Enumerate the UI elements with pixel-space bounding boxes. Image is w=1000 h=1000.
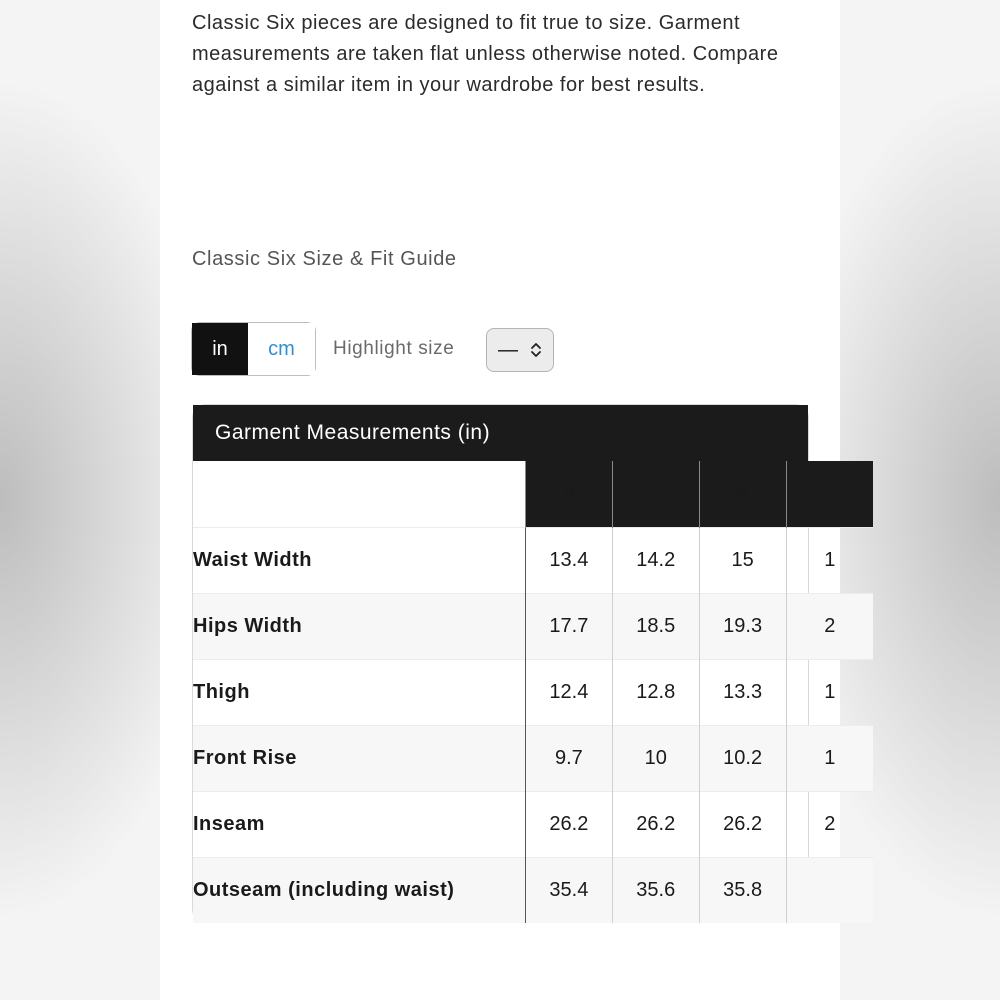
highlight-size-label: Highlight size bbox=[333, 338, 455, 359]
table-cell: 26.2 bbox=[525, 791, 612, 857]
size-guide-panel bbox=[160, 0, 840, 1000]
table-cell: 13.3 bbox=[699, 659, 786, 725]
size-header-2: 2 bbox=[612, 461, 699, 527]
table-cell: 18.5 bbox=[612, 593, 699, 659]
chevron-up-down-icon bbox=[530, 341, 542, 359]
table-row bbox=[193, 659, 873, 725]
size-header-row bbox=[193, 461, 873, 527]
table-cell: 35.6 bbox=[612, 857, 699, 923]
measurements-table-card bbox=[192, 404, 836, 923]
table-cell: 12.8 bbox=[612, 659, 699, 725]
table-row bbox=[193, 593, 873, 659]
table-cell: 26.2 bbox=[699, 791, 786, 857]
table-row bbox=[193, 791, 873, 857]
row-label: Outseam (including waist) bbox=[193, 857, 525, 923]
unit-option-cm[interactable]: cm bbox=[248, 323, 315, 375]
table-cell: 35.4 bbox=[525, 857, 612, 923]
highlight-size-select[interactable] bbox=[486, 328, 554, 372]
table-cell bbox=[786, 857, 873, 923]
table-cell: 19.3 bbox=[699, 593, 786, 659]
table-cell: 1 bbox=[786, 527, 873, 593]
row-label: Inseam bbox=[193, 791, 525, 857]
table-cell: 17.7 bbox=[525, 593, 612, 659]
table-cell: 10 bbox=[612, 725, 699, 791]
table-corner-cell bbox=[193, 461, 525, 527]
table-cell: 1 bbox=[786, 725, 873, 791]
row-label: Front Rise bbox=[193, 725, 525, 791]
table-cell: 35.8 bbox=[699, 857, 786, 923]
table-cell: 9.7 bbox=[525, 725, 612, 791]
table-caption: Garment Measurements (in) bbox=[193, 405, 808, 461]
table-row bbox=[193, 725, 873, 791]
size-header-4: 4 bbox=[699, 461, 786, 527]
table-cell: 13.4 bbox=[525, 527, 612, 593]
fit-description: Classic Six pieces are designed to fit true to size. Garment measurements are taken flat unless otherwise noted. Compare against a similar item in your wardrobe for best results. bbox=[192, 12, 779, 96]
unit-toggle bbox=[191, 322, 316, 376]
table-cell: 2 bbox=[786, 791, 873, 857]
unit-option-in[interactable]: in bbox=[192, 323, 248, 375]
table-cell: 15 bbox=[699, 527, 786, 593]
row-label: Thigh bbox=[193, 659, 525, 725]
table-cell: 2 bbox=[786, 593, 873, 659]
table-cell: 26.2 bbox=[612, 791, 699, 857]
table-cell: 10.2 bbox=[699, 725, 786, 791]
guide-title: Classic Six Size & Fit Guide bbox=[192, 248, 457, 270]
table-row bbox=[193, 857, 873, 923]
highlight-size-value: — bbox=[498, 339, 518, 361]
row-label: Hips Width bbox=[193, 593, 525, 659]
size-header-next bbox=[786, 461, 873, 527]
size-header-0: 0 bbox=[525, 461, 612, 527]
row-label: Waist Width bbox=[193, 527, 525, 593]
table-cell: 12.4 bbox=[525, 659, 612, 725]
table-cell: 1 bbox=[786, 659, 873, 725]
table-row bbox=[193, 527, 873, 593]
table-cell: 14.2 bbox=[612, 527, 699, 593]
measurements-table bbox=[193, 461, 873, 923]
